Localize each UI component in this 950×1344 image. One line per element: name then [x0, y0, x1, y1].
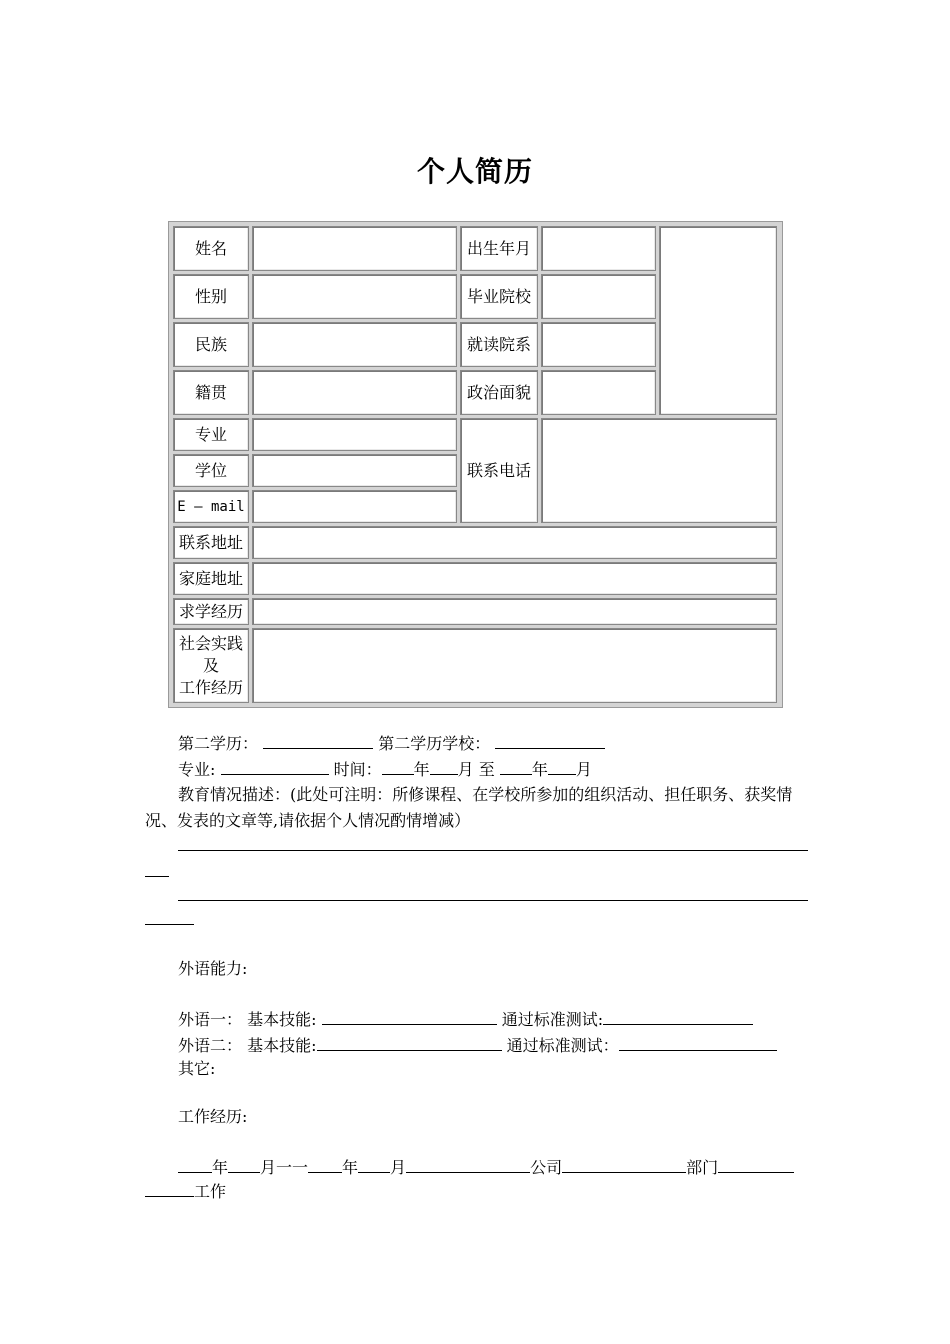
native-place-label: 籍贯 — [173, 370, 249, 415]
job-blank[interactable] — [718, 1156, 794, 1173]
work-end-year-label: 年 — [342, 1158, 359, 1177]
political-field[interactable] — [541, 370, 656, 415]
social-practice-line-3: 工作经历 — [178, 677, 243, 697]
address-label: 联系地址 — [173, 526, 249, 559]
education-description: 教育情况描述：(此处可注明：所修课程、在学校所参加的组织活动、担任职务、获奖情况、发表的文章等,请依据个人情况酌情增减） — [145, 785, 793, 830]
company-blank[interactable] — [406, 1156, 530, 1173]
language-heading: 外语能力: — [178, 959, 248, 978]
degree-field[interactable] — [252, 454, 457, 487]
major-time-line — [178, 758, 592, 781]
ethnicity-field[interactable] — [252, 322, 457, 367]
blank-line-2[interactable] — [178, 900, 808, 901]
start-year-blank[interactable] — [382, 758, 414, 775]
work-end-year-blank[interactable] — [308, 1156, 342, 1173]
school-label: 毕业院校 — [460, 274, 538, 319]
resume-table — [168, 221, 783, 708]
phone-label: 联系电话 — [460, 418, 538, 523]
work-heading: 工作经历: — [178, 1107, 248, 1126]
photo-box[interactable] — [659, 226, 777, 415]
political-label: 政治面貌 — [460, 370, 538, 415]
major-label: 专业 — [173, 418, 249, 451]
social-practice-line-1: 社会实践 — [178, 633, 243, 653]
end-year-label: 年 — [531, 760, 548, 779]
work-start-month-label: 月一一 — [260, 1158, 309, 1177]
native-place-field[interactable] — [252, 370, 457, 415]
second-major-blank[interactable] — [221, 758, 329, 775]
ethnicity-label: 民族 — [173, 322, 249, 367]
second-degree-school-label: 第二学历学校： — [378, 734, 491, 753]
email-field[interactable] — [252, 490, 457, 523]
home-address-label: 家庭地址 — [173, 562, 249, 595]
end-year-blank[interactable] — [500, 758, 532, 775]
company-label: 公司 — [530, 1158, 563, 1177]
start-month-blank[interactable] — [430, 758, 458, 775]
gender-field[interactable] — [252, 274, 457, 319]
job-blank-cont[interactable] — [145, 1180, 194, 1197]
school-field[interactable] — [541, 274, 656, 319]
work-line — [178, 1156, 794, 1179]
page-title: 个人简历 — [416, 155, 533, 188]
education-history-label: 求学经历 — [173, 598, 249, 625]
second-degree-line — [178, 732, 605, 755]
blank-line-1[interactable] — [178, 850, 808, 851]
language-two-test-label: 通过标准测试： — [506, 1036, 619, 1055]
department-label: 部门 — [686, 1158, 719, 1177]
language-one-test-label: 通过标准测试: — [501, 1010, 604, 1029]
second-degree-blank[interactable] — [263, 732, 373, 749]
language-two-skill-label: 基本技能: — [247, 1036, 317, 1055]
other-label: 其它: — [178, 1059, 216, 1078]
language-one-label: 外语一： — [178, 1010, 243, 1029]
language-one-skill-label: 基本技能: — [247, 1010, 317, 1029]
time-label: 时间： — [333, 760, 382, 779]
second-degree-school-blank[interactable] — [495, 732, 605, 749]
department-blank[interactable] — [562, 1156, 686, 1173]
gender-label: 性别 — [173, 274, 249, 319]
phone-field[interactable] — [541, 418, 777, 523]
start-month-label: 月 至 — [457, 760, 495, 779]
blank-line-2-cont[interactable] — [145, 924, 194, 925]
birth-field[interactable] — [541, 226, 656, 271]
end-month-label: 月 — [575, 760, 592, 779]
email-label: E — mail — [173, 490, 249, 523]
name-field[interactable] — [252, 226, 457, 271]
language-two-line — [178, 1034, 777, 1057]
department-label: 就读院系 — [460, 322, 538, 367]
home-address-field[interactable] — [252, 562, 777, 595]
social-practice-label — [173, 628, 249, 703]
education-history-field[interactable] — [252, 598, 777, 625]
blank-line-1-cont[interactable] — [145, 876, 169, 877]
social-practice-line-2: 及 — [202, 655, 219, 675]
work-line-cont — [145, 1180, 226, 1203]
end-month-blank[interactable] — [548, 758, 576, 775]
address-field[interactable] — [252, 526, 777, 559]
name-label: 姓名 — [173, 226, 249, 271]
social-practice-field[interactable] — [252, 628, 777, 703]
second-major-label: 专业: — [178, 760, 216, 779]
language-one-test-blank[interactable] — [603, 1008, 753, 1025]
work-start-month-blank[interactable] — [228, 1156, 260, 1173]
second-degree-label: 第二学历： — [178, 734, 259, 753]
language-one-line — [178, 1008, 753, 1031]
job-label: 工作 — [194, 1182, 227, 1201]
work-start-year-label: 年 — [212, 1158, 229, 1177]
birth-label: 出生年月 — [460, 226, 538, 271]
start-year-label: 年 — [413, 760, 430, 779]
work-start-year-blank[interactable] — [178, 1156, 212, 1173]
language-two-skill-blank[interactable] — [317, 1034, 502, 1051]
language-one-skill-blank[interactable] — [322, 1008, 497, 1025]
work-end-month-label: 月 — [390, 1158, 407, 1177]
work-end-month-blank[interactable] — [358, 1156, 390, 1173]
language-two-test-blank[interactable] — [619, 1034, 777, 1051]
major-field[interactable] — [252, 418, 457, 451]
department-field[interactable] — [541, 322, 656, 367]
degree-label: 学位 — [173, 454, 249, 487]
language-two-label: 外语二： — [178, 1036, 243, 1055]
